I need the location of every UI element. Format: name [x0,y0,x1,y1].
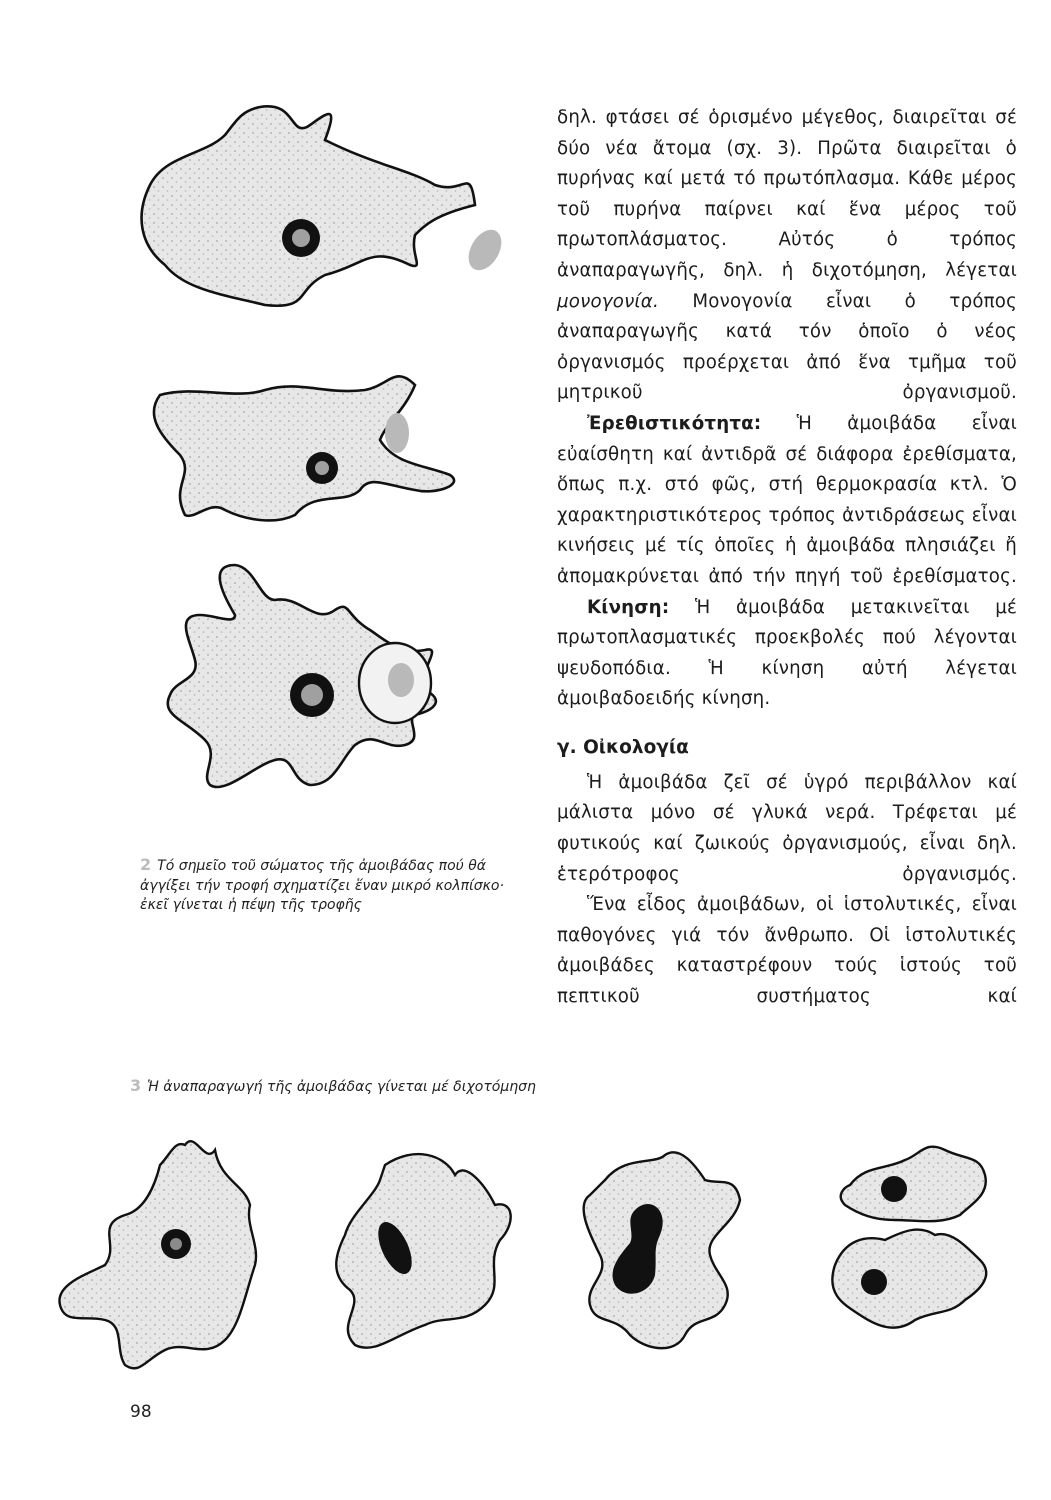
paragraph-reproduction-text: δηλ. φτάσει σέ ὁρισμένο μέγεθος, διαιρεῖται σέ δύο νέα ἄτομα (σχ. 3). Πρῶτα διαιρεῖται ὁ πυρήνας καί μετά τό πρωτόπλασμα. Κάθε μέρος τοῦ πυρήνα παίρνει καί ἕνα μέρος τοῦ πρωτοπλάσματος. Αὐτός ὁ τρόπος ἀναπαραγωγῆς, δηλ. ἡ διχοτόμηση, λέγεται [557,107,1017,281]
fission-stage-3 [584,1152,740,1348]
food-particle-3 [388,663,414,697]
figure-3-caption-text: Ἡ ἀναπαραγωγή τῆς ἀμοιβάδας γίνεται μέ διχοτόμηση [147,1079,536,1095]
heading-motion: Κίνηση: [587,596,670,618]
daughter-nucleus-bottom [861,1269,887,1295]
figure-3-caption [130,1076,690,1098]
figure-3-number: 3 [130,1076,142,1095]
paragraph-irritability-text: Ἡ ἀμοιβάδα εἶναι εὐαίσθητη καί ἀντιδρᾶ σέ διάφορα ἐρεθίσματα, ὅπως π.χ. στό φῶς, στή θερμοκρασία κτλ. Ὁ χαρακτηριστικότερος τρόπος ἀντιδράσεως εἶναι κινήσεις μέ τίς ὁποῖες ἡ ἀμοιβάδα πλησιάζει ἤ ἀπομακρύνεται ἀπό τήν πηγή τοῦ ἐρεθίσματος. [557,412,1017,587]
paragraph-motion-text: Ἡ ἀμοιβάδα μετακινεῖται μέ πρωτοπλασματικές προεκβολές πού λέγονται ψευδοπόδια. Ἡ κίνηση αὐτή λέγεται ἀμοιβαδοειδής κίνηση. [557,596,1017,710]
fission-stage-2 [336,1154,510,1348]
paragraph-ecology-text: Ἡ ἀμοιβάδα ζεῖ σέ ὑγρό περιβάλλον καί μάλιστα μόνο σέ γλυκά νερά. Τρέφεται μέ φυτικούς καί ζωικούς ὀργανισμούς, εἶναι δηλ. ἑτερότροφος ὀργανισμός. [557,771,1017,885]
paragraph-motion [557,593,1017,715]
figure-3-illustration [45,1125,1050,1385]
term-monogony: μονογονία. [557,290,659,312]
paragraph-reproduction-rest: Μονογονία εἶναι ὁ τρόπος ἀναπαραγωγῆς κατά τόν ὁποῖο ὁ νέος ὀργανισμός προέρχεται ἀπό ἕνα τμῆμα τοῦ μητρικοῦ ὀργανισμοῦ. [557,290,1017,404]
main-text-column [557,103,1017,1013]
paragraph-irritability [557,409,1017,593]
amoeba-1 [142,106,475,305]
food-particle-1 [462,224,508,276]
fission-stage-1 [59,1141,256,1368]
paragraph-ecology [557,768,1017,890]
figure-2-caption [140,855,520,916]
paragraph-pathogens [557,890,1017,1012]
heading-irritability: Ἐρεθιστικότητα: [587,412,762,434]
figure-2-illustration [125,95,545,830]
figure-2-caption-text: Τό σημεῖο τοῦ σώματος τῆς ἀμοιβάδας πού θά ἀγγίξει τήν τροφή σχηματίζει ἕναν μικρό κολπίσκο· ἐκεῖ γίνεται ἡ πέψη τῆς τροφῆς [140,858,504,913]
daughter-cell-top [841,1147,986,1222]
paragraph-pathogens-text: Ἕνα εἶδος ἀμοιβάδων, οἱ ἱστολυτικές, εἶναι παθογόνες γιά τόν ἄνθρωπο. Οἱ ἱστολυτικές ἀμοιβάδες καταστρέφουν τούς ἱστούς τοῦ πεπτικοῦ συστήματος καί [557,894,1017,1008]
section-heading-ecology: γ. Οἰκολογία [557,736,689,758]
amoeba-2 [154,376,454,520]
food-particle-2 [385,413,409,453]
figure-2-number: 2 [140,855,152,874]
paragraph-reproduction [557,103,1017,409]
daughter-nucleus-top [881,1176,907,1202]
page-number: 98 [130,1402,152,1422]
daughter-cell-bottom [832,1230,986,1328]
